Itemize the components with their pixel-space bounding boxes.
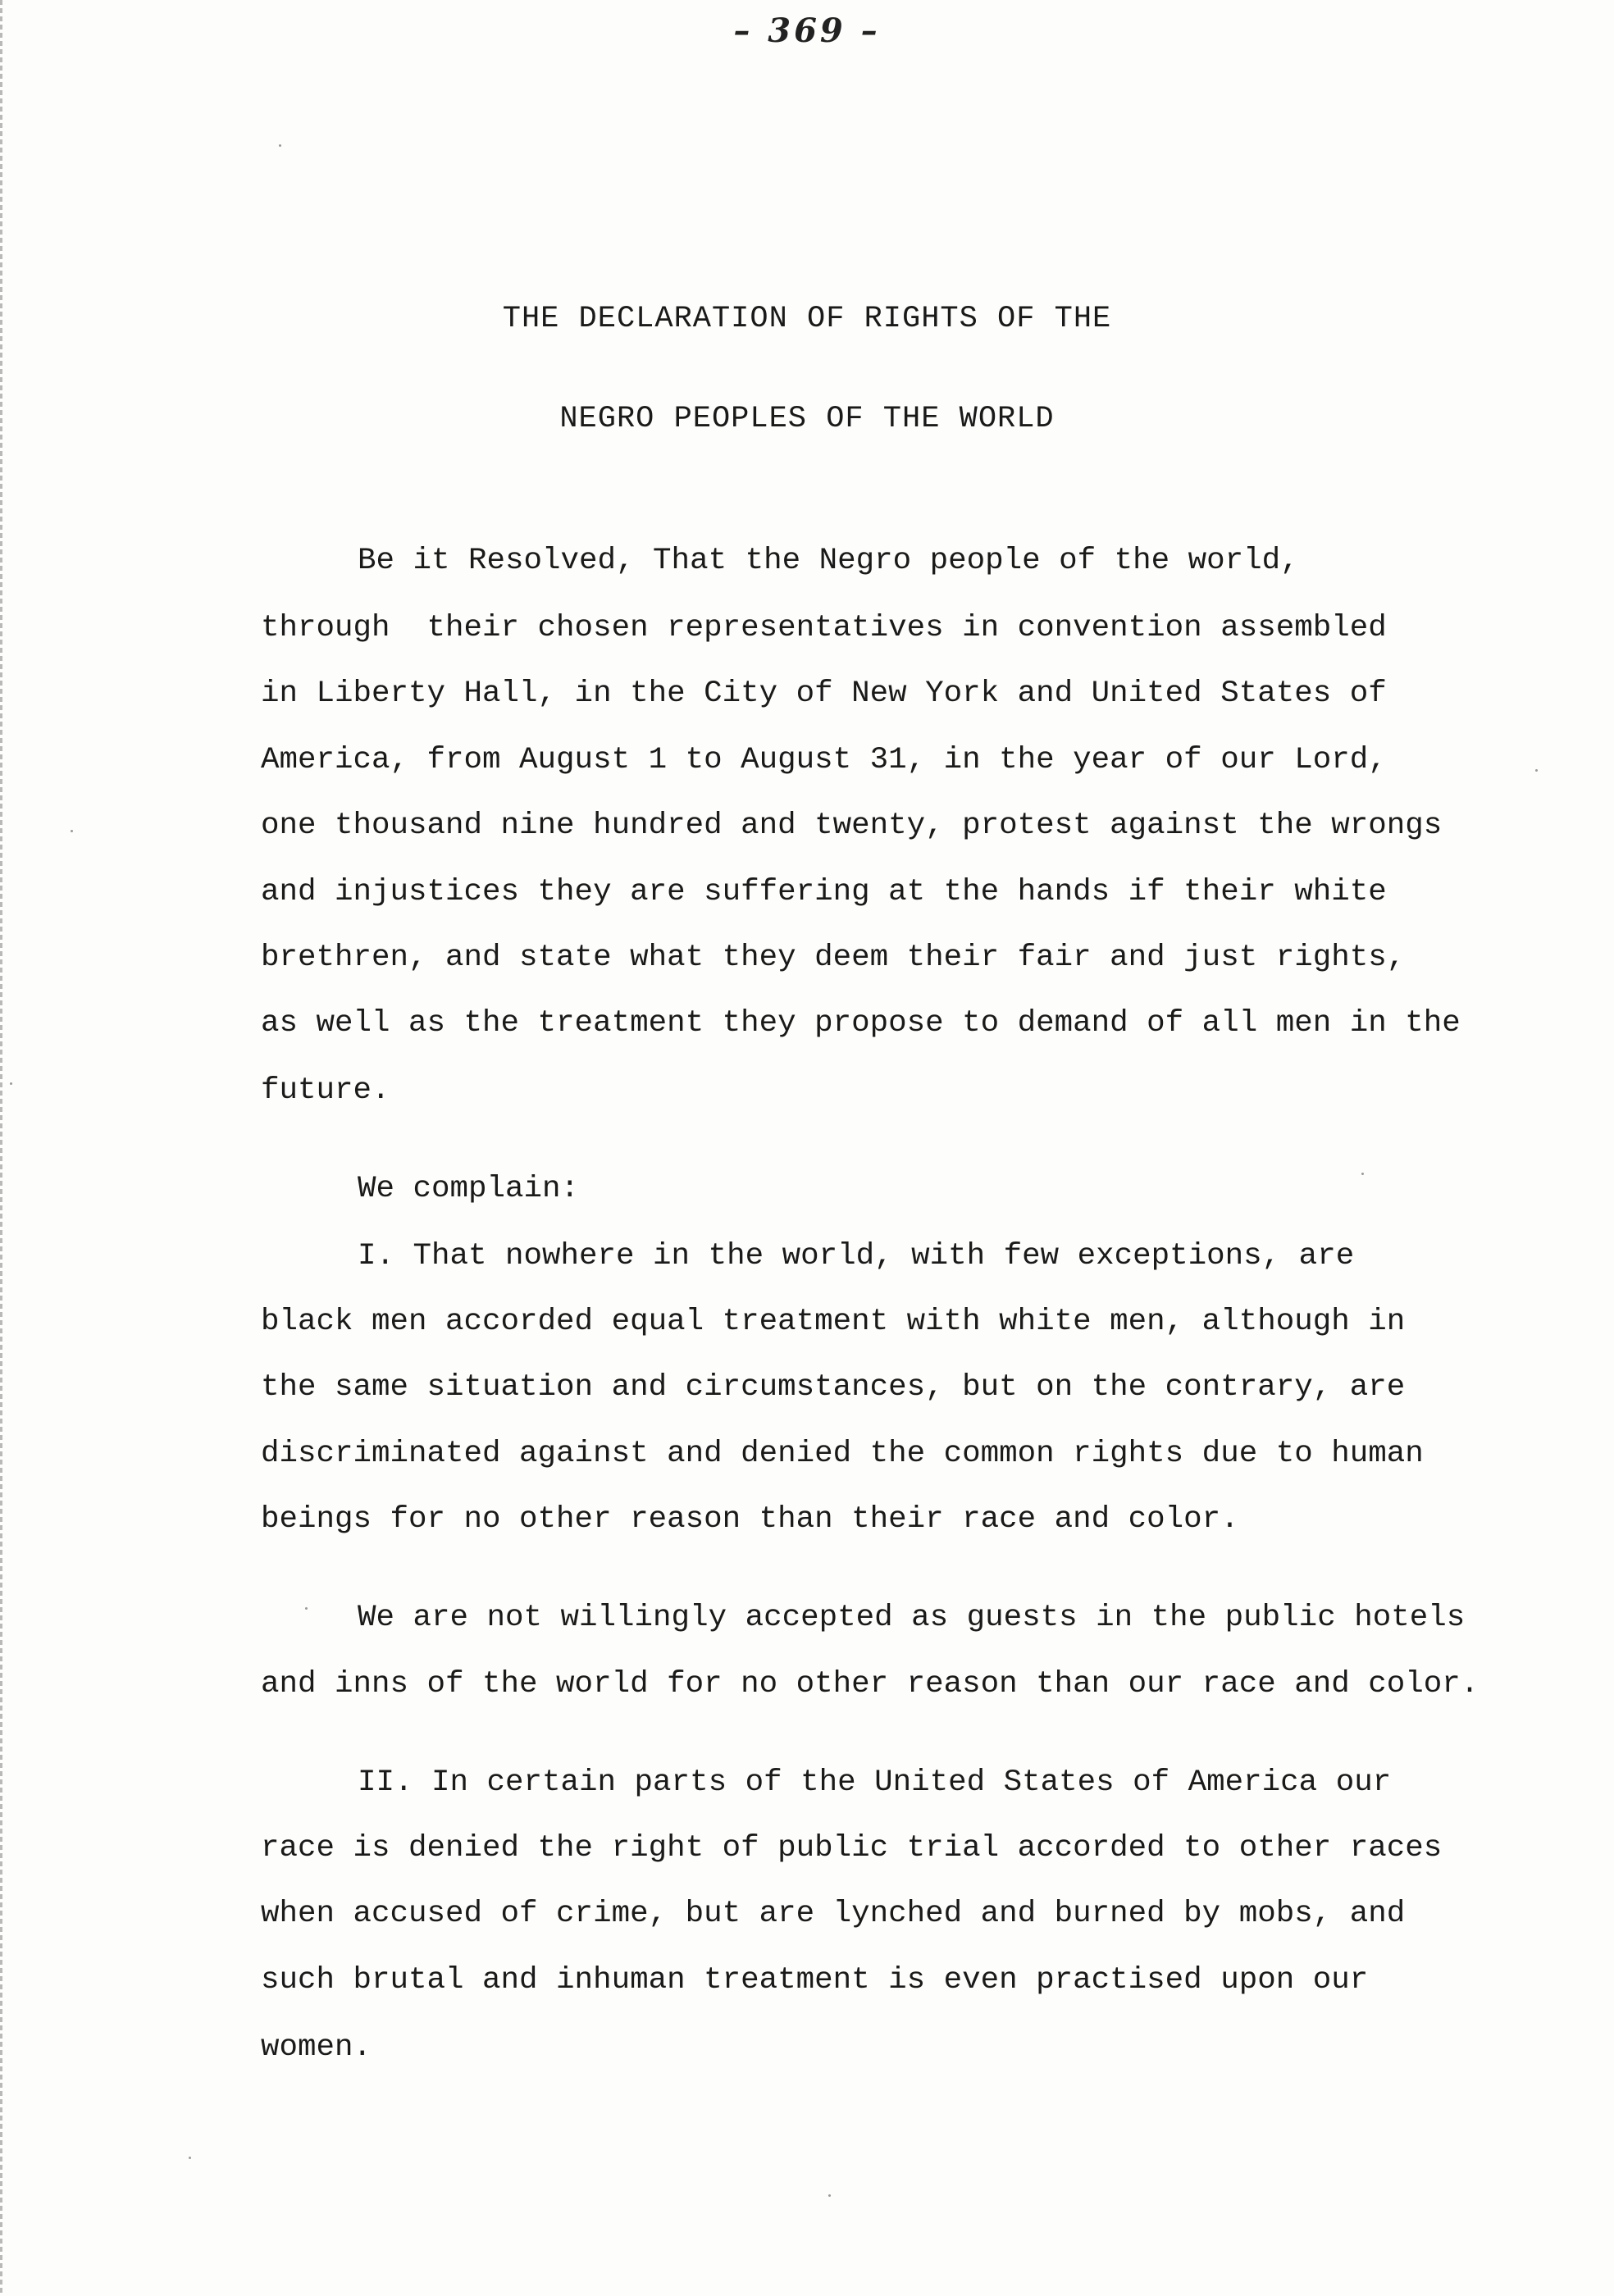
preamble-line: in Liberty Hall, in the City of New York and United States of: [261, 676, 1387, 711]
item-2-line: such brutal and inhuman treatment is even practised upon our: [261, 1963, 1369, 1998]
complaint-intro: We complain:: [358, 1172, 580, 1206]
document-title-line-2: NEGRO PEOPLES OF THE WORLD: [559, 402, 1055, 436]
document-title-line-1: THE DECLARATION OF RIGHTS OF THE: [502, 302, 1112, 336]
item-2-line: II. In certain parts of the United States of America our: [358, 1765, 1392, 1800]
item-1-line: the same situation and circumstances, but on the contrary, are: [261, 1370, 1406, 1405]
preamble-line: one thousand nine hundred and twenty, protest against the wrongs: [261, 809, 1443, 843]
item-2-line: women.: [261, 2030, 372, 2065]
preamble-line: Be it Resolved, That the Negro people of the world,: [358, 544, 1299, 578]
item-1-line: discriminated against and denied the common rights due to human: [261, 1437, 1424, 1471]
page-number: – 369 –: [733, 11, 881, 50]
preamble-line: through their chosen representatives in convention assembled: [261, 611, 1387, 645]
preamble-line: America, from August 1 to August 31, in the year of our Lord,: [261, 743, 1387, 777]
item-1b-line: and inns of the world for no other reason than our race and color.: [261, 1667, 1480, 1702]
scan-speck: [279, 144, 281, 147]
item-1-line: black men accorded equal treatment with white men, although in: [261, 1305, 1406, 1339]
item-2-line: race is denied the right of public trial accorded to other races: [261, 1831, 1443, 1866]
scan-speck: [189, 2157, 191, 2159]
item-1-line: beings for no other reason than their race and color.: [261, 1502, 1239, 1537]
preamble-line: and injustices they are suffering at the hands if their white: [261, 875, 1387, 909]
item-2-line: when accused of crime, but are lynched and burned by mobs, and: [261, 1897, 1406, 1931]
scan-speck: [828, 2194, 831, 2197]
scan-speck: [1361, 1173, 1364, 1175]
scan-speck: [71, 830, 73, 832]
page-edge: [0, 0, 2, 2296]
scan-speck: [1535, 769, 1538, 772]
scan-speck: [305, 1607, 308, 1610]
item-1b-line: We are not willingly accepted as guests in the public hotels: [358, 1601, 1466, 1635]
item-1-line: I. That nowhere in the world, with few exceptions, are: [358, 1239, 1355, 1273]
preamble-line: future.: [261, 1073, 390, 1108]
preamble-line: brethren, and state what they deem their fair and just rights,: [261, 941, 1406, 975]
scan-speck: [10, 1082, 12, 1085]
preamble-line: as well as the treatment they propose to demand of all men in the: [261, 1006, 1461, 1041]
